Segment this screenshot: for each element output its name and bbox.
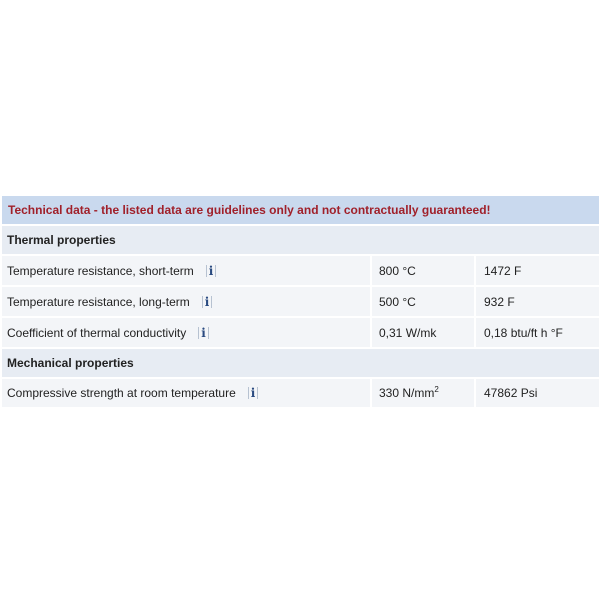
table-header-text: Technical data - the listed data are guidelines only and not contractually guaranteed! [8, 203, 491, 217]
technical-data-table [2, 196, 599, 409]
section-mechanical [2, 349, 599, 379]
info-icon[interactable]: i [202, 295, 213, 308]
table-row [2, 318, 599, 349]
imperial-value: 47862 Psi [484, 386, 538, 400]
info-icon[interactable]: i [206, 264, 217, 277]
row-label: Temperature resistance, long-term [7, 294, 190, 309]
imperial-value: 1472 F [484, 263, 522, 278]
table-row [2, 287, 599, 318]
table-row [2, 256, 599, 287]
imperial-value: 0,18 btu/ft h °F [484, 325, 563, 340]
table-header [2, 196, 599, 226]
row-label: Compressive strength at room temperature [7, 386, 236, 400]
metric-value: 0,31 W/mk [379, 325, 437, 340]
table-row [2, 379, 599, 409]
info-icon[interactable]: i [198, 326, 209, 339]
row-label: Coefficient of thermal conductivity [7, 325, 187, 340]
section-thermal [2, 226, 599, 256]
info-icon[interactable]: i [248, 387, 259, 400]
section-title: Thermal properties [7, 233, 116, 247]
metric-superscript: 2 [434, 385, 439, 394]
metric-value: 330 $N/mm^2$ [379, 385, 439, 400]
metric-value: 500 °C [379, 294, 416, 309]
section-title: Mechanical properties [7, 356, 134, 370]
row-label: Temperature resistance, short-term [7, 263, 194, 278]
metric-value: 800 °C [379, 263, 416, 278]
imperial-value: 932 F [484, 294, 515, 309]
